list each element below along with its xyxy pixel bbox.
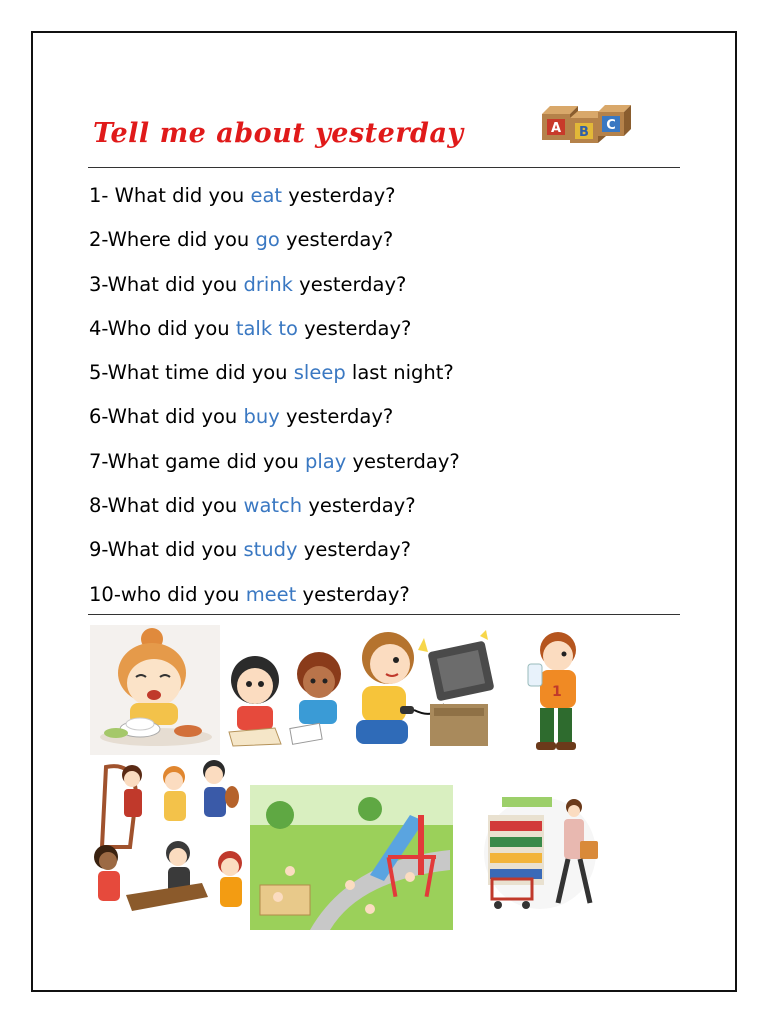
question-4: 4-Who did you talk to yesterday?	[89, 316, 412, 340]
verb-highlight: play	[305, 449, 347, 473]
verb-highlight: buy	[243, 405, 280, 429]
question-1: 1- What did you eat yesterday?	[89, 184, 396, 207]
block-c	[598, 105, 631, 136]
abc-blocks-image	[540, 102, 632, 144]
top-divider	[88, 167, 680, 168]
bottom-divider	[88, 614, 680, 615]
verb-highlight: eat	[250, 184, 283, 207]
shopping-illustration	[482, 795, 607, 915]
question-10: 10-who did you meet yesterday?	[89, 582, 410, 606]
question-9: 9-What did you study yesterday?	[89, 538, 412, 562]
svg-text:1: 1	[552, 684, 562, 700]
svg-text:A: A	[550, 121, 562, 136]
verb-highlight: study	[243, 538, 298, 562]
playground-illustration	[250, 785, 453, 930]
verb-highlight: go	[255, 228, 280, 252]
verb-highlight: talk to	[235, 316, 298, 340]
boy-drinking-illustration	[520, 630, 590, 754]
verb-highlight: sleep	[293, 361, 346, 385]
verb-highlight: drink	[243, 272, 293, 296]
kids-music-illustration	[92, 757, 247, 927]
question-list	[89, 178, 689, 621]
boy-video-game-illustration	[352, 628, 497, 754]
question-5: 5-What time did you sleep last night?	[89, 361, 454, 385]
kids-studying-illustration	[225, 648, 350, 748]
svg-text:B: B	[579, 125, 589, 140]
svg-text:C: C	[606, 118, 616, 133]
question-6: 6-What did you buy yesterday?	[89, 405, 394, 429]
verb-highlight: watch	[243, 494, 303, 518]
question-8: 8-What did you watch yesterday?	[89, 494, 416, 518]
verb-highlight: meet	[245, 582, 297, 606]
question-7: 7-What game did you play yesterday?	[89, 449, 460, 473]
question-3: 3-What did you drink yesterday?	[89, 272, 407, 296]
worksheet-title: Tell me about yesterday	[93, 118, 464, 149]
question-2: 2-Where did you go yesterday?	[89, 228, 394, 252]
girl-eating-illustration	[90, 625, 220, 755]
